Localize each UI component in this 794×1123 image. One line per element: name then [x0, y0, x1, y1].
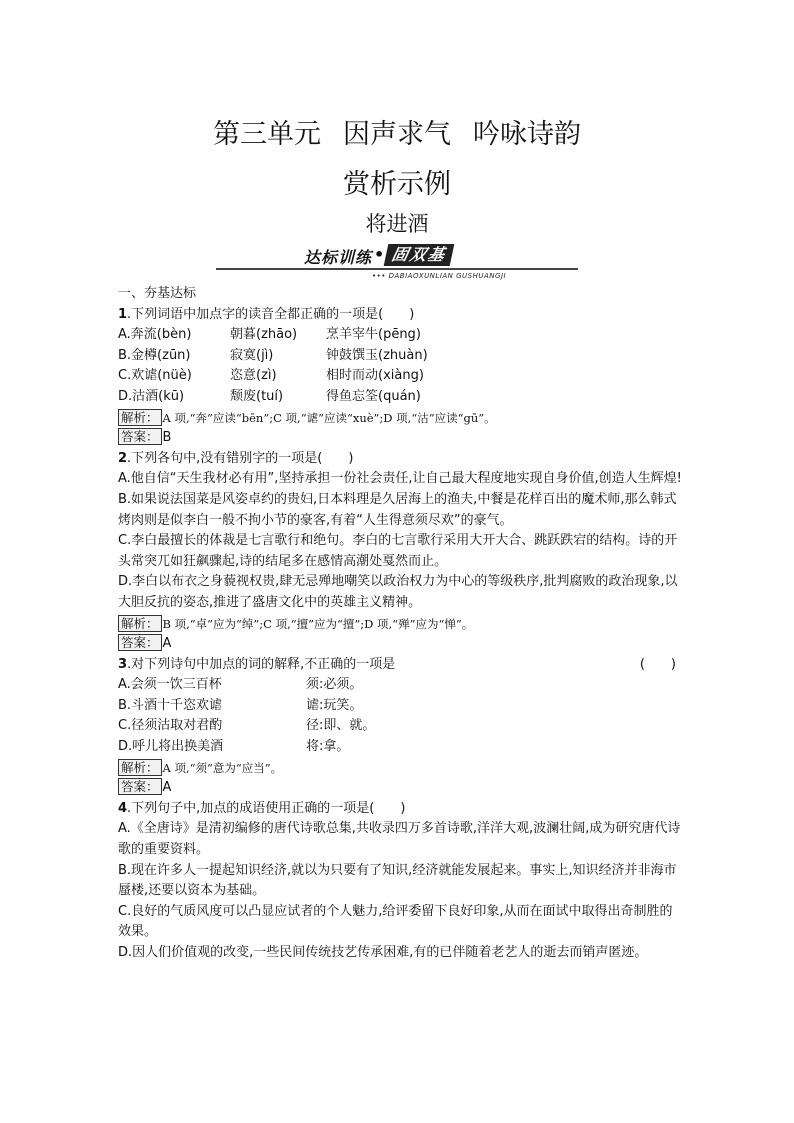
question-stem-text: .下列各句中,没有错别字的一项是( ) [127, 450, 354, 466]
q4-option-d: D.因人们价值观的改变,一些民间传统技艺传承困难,有的已伴随着老艺人的逝去而销声匿迹。 [118, 945, 648, 960]
question-content [118, 284, 684, 964]
q2-option-d: D.李白以布衣之身藐视权贵,肆无忌殚地嘲笑以政治权力为中心的等级秩序,批判腐败的政治现象,以大胆反抗的姿态,推进了盛唐文化中的英雄主义精神。 [118, 574, 678, 610]
option-part: A.会须一饮三百杯 [118, 677, 222, 693]
question-1-stem [118, 305, 684, 326]
q3-analysis [118, 758, 684, 779]
option-part: D.沽酒(kū) [118, 388, 185, 404]
question-number: 3 [118, 656, 128, 672]
q4-option-b: B.现在许多人一提起知识经济,就以为只要有了知识,经济就能发展起来。事实上,知识经济并非海市蜃楼,还要以资本为基础。 [118, 862, 677, 899]
q1-analysis [118, 408, 684, 429]
question-stem-text: .对下列诗句中加点的词的解释,不正确的一项是 [127, 656, 396, 672]
q3-option-b [118, 696, 684, 717]
option-part: 将:拿。 [306, 739, 350, 755]
q1-option-c [118, 366, 684, 387]
q1-answer [118, 428, 684, 449]
option-part: 相时而动(xiàng) [326, 368, 424, 384]
question-number: 4 [118, 800, 128, 816]
q4-option-c: C.良好的气质风度可以凸显应试者的个人魅力,给评委留下良好印象,从而在面试中取得出奇制胜的效果。 [118, 903, 673, 940]
q1-option-b [118, 346, 684, 367]
option-part: C.径须沽取对君酌 [118, 718, 223, 734]
q2-analysis [118, 614, 684, 635]
lesson-title: 将进酒 [365, 212, 429, 236]
banner-left-text: 达标训练 [304, 248, 373, 267]
option-part: 恣意(zì) [230, 368, 277, 384]
banner-pinyin: ••• DABIAOXUNLIAN GUSHUANGJI [372, 272, 507, 280]
q2-option-a: A.他自信“天生我材必有用”,坚持承担一份社会责任,让自己最大程度地实现自身价值,创造人生辉煌! [118, 471, 682, 487]
q1-option-a [118, 325, 684, 346]
unit-title-part1: 第三单元 [213, 119, 321, 150]
question-stem-text: .下列句子中,加点的成语使用正确的一项是( ) [127, 800, 406, 816]
unit-title-part2: 因声求气 [343, 119, 451, 150]
question-4-stem [118, 799, 684, 820]
answer-text: A [162, 780, 172, 796]
answer-label: 答案： [118, 634, 162, 651]
section-heading: 一、夯基达标 [118, 286, 197, 301]
banner-rule [216, 268, 578, 270]
answer-label: 答案： [118, 778, 162, 795]
option-part: 寂寞(jì) [230, 347, 274, 363]
answer-text: B [162, 430, 172, 446]
option-part: B.金樽(zūn) [118, 347, 191, 363]
option-part: 须:必须。 [306, 677, 363, 693]
question-3-stem [118, 655, 684, 676]
option-part: B.斗酒十千恣欢谑 [118, 697, 223, 713]
q3-option-d [118, 737, 684, 758]
practice-banner [216, 244, 578, 280]
option-part: 朝暮(zhāo) [230, 327, 298, 343]
q4-option-a: A.《全唐诗》是清初编修的唐代诗歌总集,共收录四万多首诗歌,洋洋大观,波澜壮阔,成为研究唐代诗歌的重要资料。 [118, 821, 681, 858]
question-number: 2 [118, 450, 128, 466]
question-stem-text: .下列词语中加点字的读音全都正确的一项是( ) [127, 306, 415, 322]
question-2-stem [118, 449, 684, 470]
option-part: 钟鼓馔玉(zhuàn) [326, 347, 428, 363]
q2-answer [118, 634, 684, 655]
unit-title [0, 112, 794, 151]
banner-dot: • [374, 245, 385, 264]
subtitle: 赏析示例 [343, 169, 451, 200]
q2-option-b: B.如果说法国菜是风姿卓约的贵妇,日本料理是久居海上的渔夫,中餐是花样百出的魔术师,那么韩式烤肉则是似李白一般不拘小节的豪客,有着“人生得意须尽欢”的豪气。 [118, 491, 677, 528]
q2-option-c: C.李白最擅长的体裁是七言歌行和绝句。李白的七言歌行采用大开大合、跳跃跌宕的结构。诗的开头常突兀如狂飙骤起,诗的结尾多在感情高潮处戛然而止。 [118, 533, 678, 569]
analysis-label: 解析： [118, 409, 162, 426]
analysis-text: B 项,“卓”应为“绰”;C 项,“擅”应为“擅”;D 项,“殚”应为“惮”。 [162, 616, 474, 631]
option-part: 谑:玩笑。 [306, 697, 363, 713]
option-part: 颓废(tuí) [230, 388, 284, 404]
option-part: 得鱼忘筌(quán) [326, 388, 421, 404]
answer-text: A [162, 636, 172, 652]
banner-right-text: 固双基 [384, 244, 455, 266]
q3-answer [118, 778, 684, 799]
q1-option-d [118, 387, 684, 408]
analysis-label: 解析： [118, 615, 162, 632]
q3-option-c [118, 716, 684, 737]
q3-option-a [118, 675, 684, 696]
option-part: C.欢谑(nüè) [118, 368, 192, 384]
option-part: A.奔流(bèn) [118, 327, 192, 343]
unit-title-part3: 吟咏诗韵 [473, 119, 581, 150]
analysis-label: 解析： [118, 759, 162, 776]
option-part: D.呼儿将出换美酒 [118, 739, 224, 755]
answer-paren: ( ) [639, 656, 676, 672]
analysis-text: A 项,“奔”应读“bēn”;C 项,“谑”应读“xuè”;D 项,“沽”应读“gū”。 [162, 410, 496, 425]
option-part: 烹羊宰牛(pēng) [326, 327, 421, 343]
option-part: 径:即、就。 [306, 718, 376, 734]
question-number: 1 [118, 306, 128, 322]
answer-label: 答案： [118, 428, 162, 445]
analysis-text: A 项,“须”意为“应当”。 [162, 760, 283, 775]
